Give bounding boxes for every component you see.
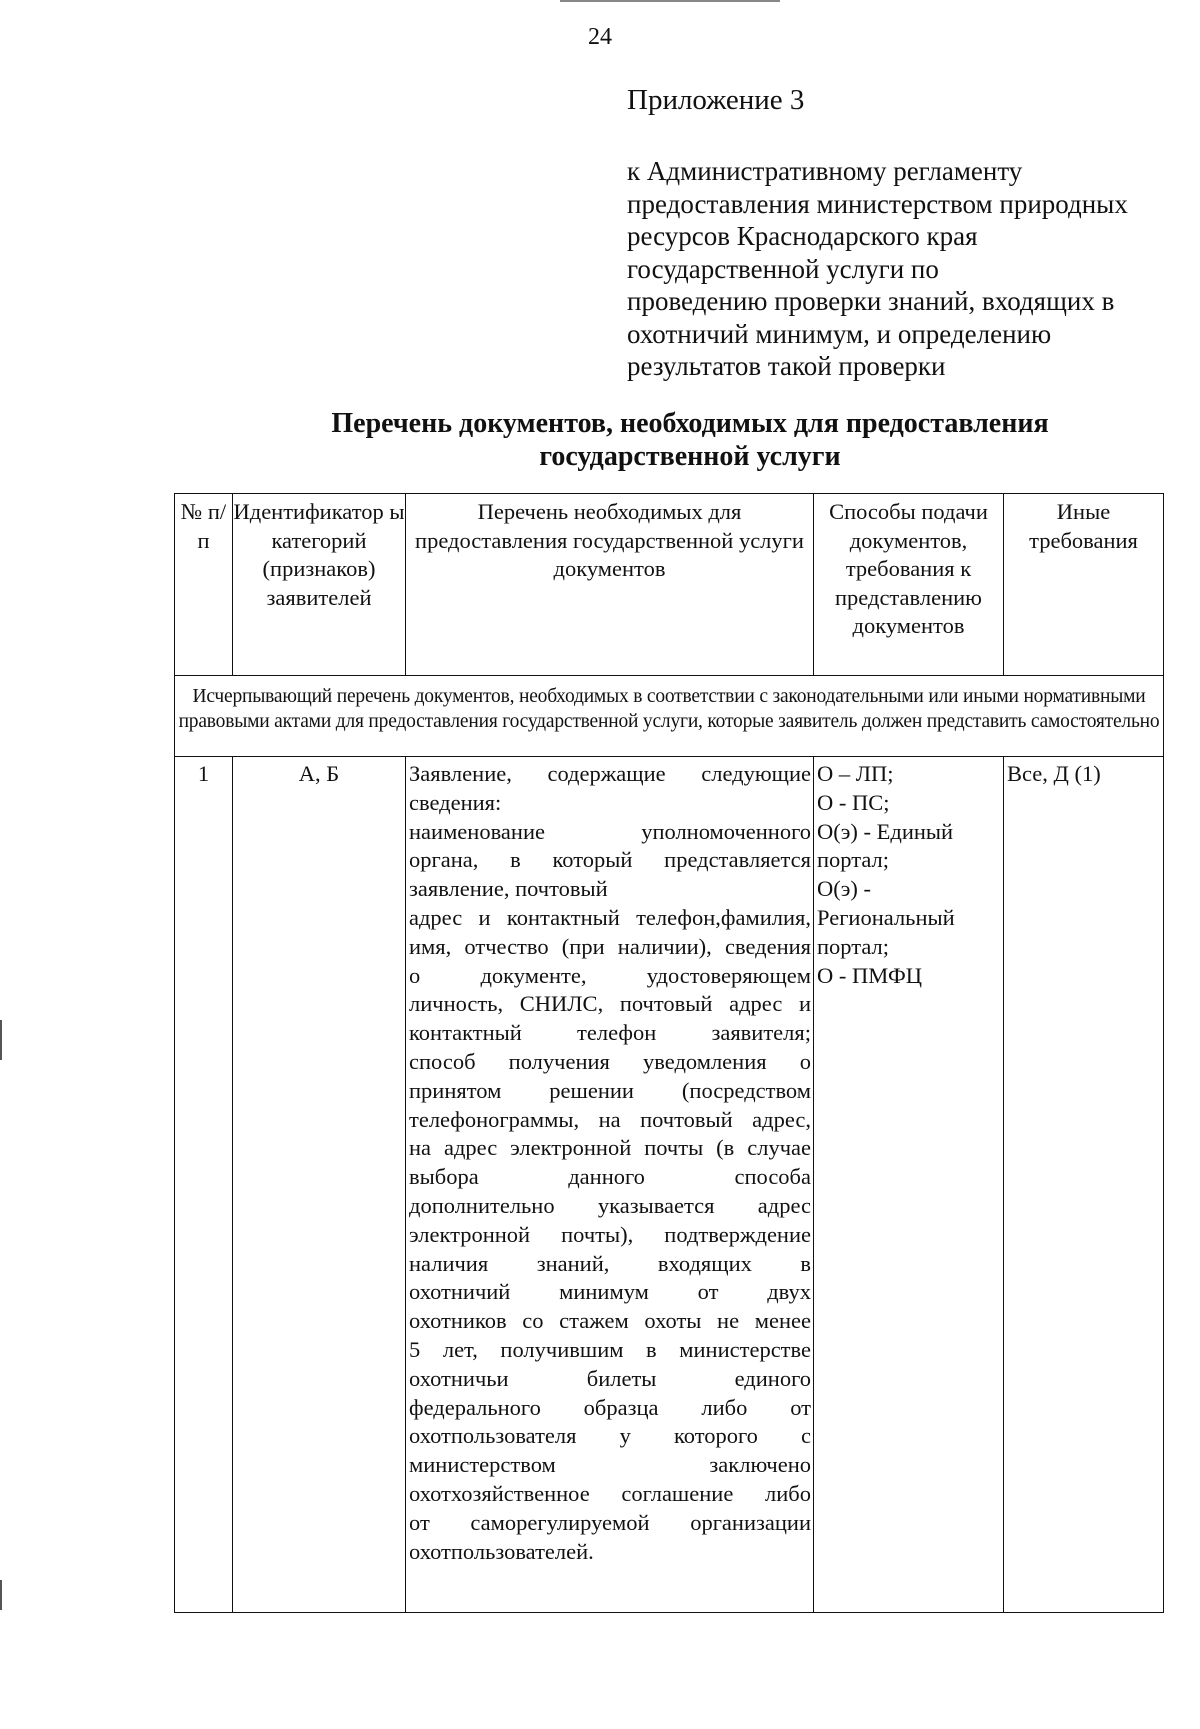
section-row xyxy=(175,676,1164,757)
row-num: 1 xyxy=(175,757,233,1613)
document-line: на адрес электронной почты (в случае xyxy=(409,1135,811,1161)
document-title xyxy=(240,407,1140,473)
ways-line: портал; xyxy=(817,847,890,873)
row-identifier: А, Б xyxy=(233,757,406,1613)
appendix-text xyxy=(627,155,1167,383)
header-num: № п/п xyxy=(175,494,233,676)
ways-line: О – ЛП; xyxy=(817,761,894,786)
document-line: министерством заключено xyxy=(409,1452,811,1478)
document-line: наличия знаний, входящих в xyxy=(409,1250,811,1276)
document-line: телефонограммы, на почтовый адрес, xyxy=(409,1106,811,1132)
table-row xyxy=(175,757,1164,1613)
document-line: заявление, почтовый xyxy=(409,876,608,902)
scan-top-mark xyxy=(560,0,780,2)
ways-line: О - ПС; xyxy=(817,789,890,815)
document-title-line: государственной услуги xyxy=(539,441,841,472)
document-line: охотхозяйственное соглашение либо xyxy=(409,1480,811,1506)
appendix-line: проведению проверки знаний, входящих в xyxy=(627,286,1115,316)
document-line: имя, отчество (при наличии), сведения xyxy=(409,933,811,959)
appendix-line: государственной услуги по xyxy=(627,253,939,284)
ways-line: О(э) - Единый xyxy=(817,818,954,844)
document-line: федерального образца либо от xyxy=(409,1394,811,1420)
document-line: выбора данного способа xyxy=(409,1164,811,1190)
document-line: охотничьи билеты единого xyxy=(409,1365,811,1391)
document-line: Заявление, содержащие следующие xyxy=(409,761,811,786)
document-line: адрес и контактный телефон,фамилия, xyxy=(409,904,811,930)
document-title-line: Перечень документов, необходимых для предоставления xyxy=(331,408,1049,439)
document-line: о документе, удостоверяющем xyxy=(409,962,811,988)
document-line: охотничий минимум от двух xyxy=(409,1279,811,1305)
scan-margin-mark xyxy=(0,1020,2,1060)
document-line: органа, в который представляется xyxy=(409,847,811,873)
section-heading: Исчерпывающий перечень документов, необходимых в соответствии с законодательными или иными нормативными правовыми актами для предоставления государственной услуги, которые заявитель должен представить самостоятельно xyxy=(175,676,1164,757)
row-documents xyxy=(406,757,814,1613)
scan-margin-mark xyxy=(0,1580,2,1610)
appendix-line: ресурсов Краснодарского края xyxy=(627,221,978,251)
document-line: 5 лет, получившим в министерстве xyxy=(409,1336,811,1362)
ways-line: Региональный xyxy=(817,904,955,930)
appendix-line: охотничий минимум, и определению xyxy=(627,318,1052,349)
ways-line: О(э) - xyxy=(817,876,872,902)
document-line: охотпользователей. xyxy=(409,1538,594,1564)
appendix-line: к Административному регламенту xyxy=(627,156,1023,186)
document-line: дополнительно указывается адрес xyxy=(409,1192,811,1218)
header-other: Иные требования xyxy=(1004,494,1164,676)
appendix-title: Приложение 3 xyxy=(627,84,805,116)
header-documents: Перечень необходимых для предоставления государственной услуги документов xyxy=(406,494,814,676)
document-line: электронной почты), подтверждение xyxy=(409,1221,811,1247)
document-line: личность, СНИЛС, почтовый адрес и xyxy=(409,991,811,1017)
document-line: наименование уполномоченного xyxy=(409,818,811,844)
document-line: принятом решении (посредством xyxy=(409,1077,811,1103)
documents-table xyxy=(174,493,1164,1613)
table-header-row xyxy=(175,494,1164,676)
document-line: от саморегулируемой организации xyxy=(409,1509,811,1535)
document-line: сведения: xyxy=(409,789,502,815)
page-number: 24 xyxy=(588,24,612,50)
header-ways: Способы подачи документов, требования к представлению документов xyxy=(814,494,1004,676)
row-ways xyxy=(814,757,1004,1613)
document-line: способ получения уведомления о xyxy=(409,1048,811,1074)
document-line: контактный телефон заявителя; xyxy=(409,1020,811,1046)
ways-line: портал; xyxy=(817,933,890,959)
appendix-line: предоставления министерством природных xyxy=(627,188,1128,219)
document-line: охотников со стажем охоты не менее xyxy=(409,1308,811,1334)
header-identifier: Идентификатор ы категорий (признаков) заявителей xyxy=(233,494,406,676)
ways-line: О - ПМФЦ xyxy=(817,962,922,988)
document-line: охотпользователя у которого с xyxy=(409,1423,811,1449)
appendix-line: результатов такой проверки xyxy=(627,351,946,381)
row-other: Все, Д (1) xyxy=(1004,757,1164,1613)
